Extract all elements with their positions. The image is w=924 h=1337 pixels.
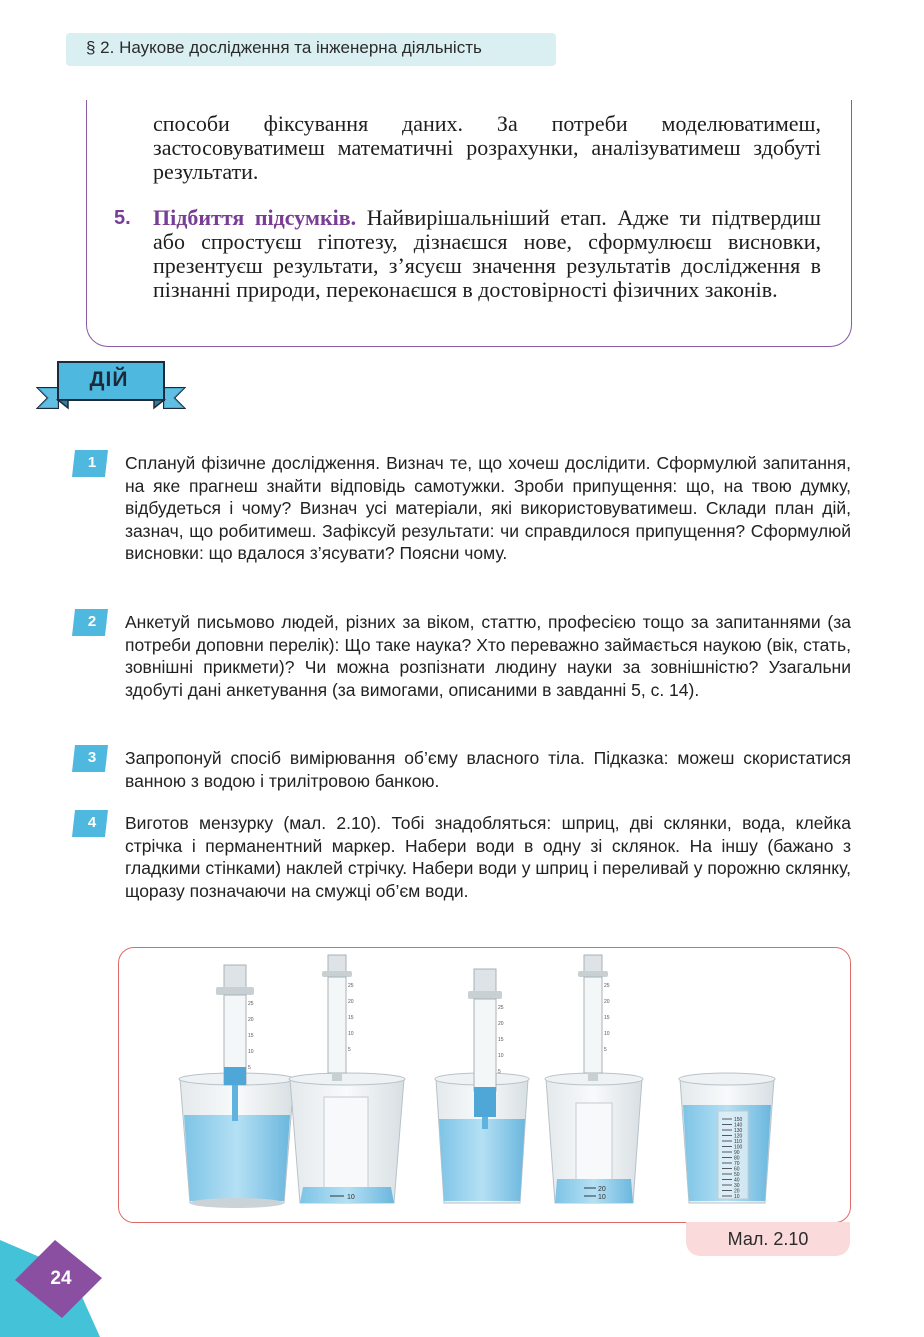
syringe-2-scale-label: 15	[348, 1015, 354, 1021]
step5-paragraph	[153, 206, 821, 302]
cup-5-tick-label: 70	[734, 1161, 740, 1167]
syringe-1-scale-label: 15	[248, 1033, 254, 1039]
cup-5-tick-label: 110	[734, 1139, 742, 1145]
cup-5-tick-label: 80	[734, 1155, 740, 1162]
task-text-2: Анкетуй письмово людей, різних за віком, статтю, професією тощо за запитаннями (за потреби доповни перелік): Що таке наука? Хто переважно займається наукою (вік, стать, зовнішні прикмети)? Чи можна розпізнати людину науки за зовнішністю? Узагальни здобуті дані анкетування (за вимогами, описаними в завданні 5, с. 14).	[125, 612, 851, 700]
syringe-3-scale-label: 25	[498, 1005, 504, 1011]
cup-5-tick-label: 100	[734, 1144, 743, 1151]
cup-4-mark-10: 10	[598, 1194, 606, 1201]
cup-5-tick-label: 90	[734, 1150, 740, 1156]
task-text-1: Сплануй фізичне дослідження. Визнач те, що хочеш дослідити. Сформулюй запитання, на яке прагнеш знайти відповідь самотужки. Зроби припущення: що, на твою думку, відбудеться і чому? Визнач усі матеріали, які використовуватимеш. Склади план дій, зазнач, що робитимеш. Зафіксуй результати: чи справдилося припущення? Сформулюй висновки: що вдалося з’ясувати? Поясни чому.	[125, 453, 851, 563]
task-text-3: Запропонуй спосіб вимірювання об’єму власного тіла. Підказка: можеш скористатися ванною з водою і трилітровою банкою.	[125, 748, 851, 791]
cup-5-tick-label: 10	[734, 1194, 740, 1200]
cup-2	[289, 1073, 405, 1203]
task-number-3: 3	[87, 749, 97, 766]
figure-caption: Мал. 2.10	[727, 1229, 809, 1249]
cup-5-tick-label: 150	[734, 1117, 743, 1123]
task-number-2: 2	[87, 613, 97, 630]
measuring-cup-illustration	[118, 947, 849, 1221]
syringe-2-scale-label: 5	[348, 1047, 351, 1053]
syringe-1-scale-label: 25	[248, 1001, 254, 1007]
cup-5-tick-label: 60	[734, 1166, 740, 1173]
step5-text: Найвирішальніший етап. Адже ти підтвердиш або спростуєш гіпотезу, дізнаєшся нове, сформулюєш висновки, презентуєш результати, з’ясуєш значення результатів дослідження в пізнанні природи, переконаєшся в достовірності фізичних законів.	[153, 205, 822, 302]
syringe-2-scale-label: 20	[348, 999, 354, 1005]
cup-5-tick-label: 20	[734, 1188, 740, 1195]
cup-4-mark-20: 20	[598, 1186, 606, 1193]
syringe-3-scale-label: 5	[498, 1069, 501, 1075]
task-number-4: 4	[87, 814, 97, 831]
cup-5-tick-label: 40	[734, 1177, 740, 1184]
syringe-1-scale-label: 5	[248, 1065, 251, 1071]
cup-5	[679, 1073, 775, 1203]
cup-5-tick-label: 50	[734, 1172, 740, 1178]
syringe-4-scale-label: 25	[604, 983, 610, 989]
syringe-4-scale-label: 15	[604, 1015, 610, 1021]
syringe-3-scale-label: 10	[498, 1053, 504, 1059]
syringe-2-scale-label: 10	[348, 1031, 354, 1037]
task-number-1: 1	[87, 454, 97, 471]
cup-5-tick-label: 30	[734, 1183, 740, 1189]
syringe-2-scale-label: 25	[348, 983, 354, 989]
action-banner-label: ДІЙ	[89, 368, 129, 391]
section-header-title: § 2. Наукове дослідження та інженерна діяльність	[86, 38, 482, 57]
cup-5-tick-label: 130	[734, 1128, 743, 1134]
syringe-4-scale-label: 20	[604, 999, 610, 1005]
step5-number: 5.	[114, 207, 131, 229]
step5-title: Підбиття підсумків.	[153, 205, 357, 230]
syringe-4-scale-label: 10	[604, 1031, 610, 1037]
page-number: 24	[50, 1268, 72, 1289]
step4-continuation: способи фіксування даних. За потреби моделюватимеш, застосовуватимеш математичні розрахунки, аналізуватимеш здобуті результати.	[153, 111, 821, 184]
syringe-3-scale-label: 15	[498, 1037, 504, 1043]
syringe-4-scale-label: 5	[604, 1047, 607, 1053]
syringe-1-scale-label: 10	[248, 1049, 254, 1055]
syringe-3-scale-label: 20	[498, 1021, 504, 1027]
syringe-1-scale-label: 20	[248, 1017, 254, 1023]
cup-2-mark: 10	[347, 1194, 355, 1201]
cup-4	[545, 1073, 643, 1203]
task-text-4: Виготов мензурку (мал. 2.10). Тобі знадобляться: шприц, дві склянки, вода, клейка стрічка і перманентний маркер. Набери води в одну зі склянок. На іншу (бажано з гладкими стінками) наклей стрічку. Набери води у шприц і переливай у порожню склянку, щоразу позначаючи на смужці об’єм води.	[125, 813, 851, 901]
cup-5-tick-label: 120	[734, 1133, 743, 1140]
cup-5-tick-label: 140	[734, 1122, 743, 1129]
